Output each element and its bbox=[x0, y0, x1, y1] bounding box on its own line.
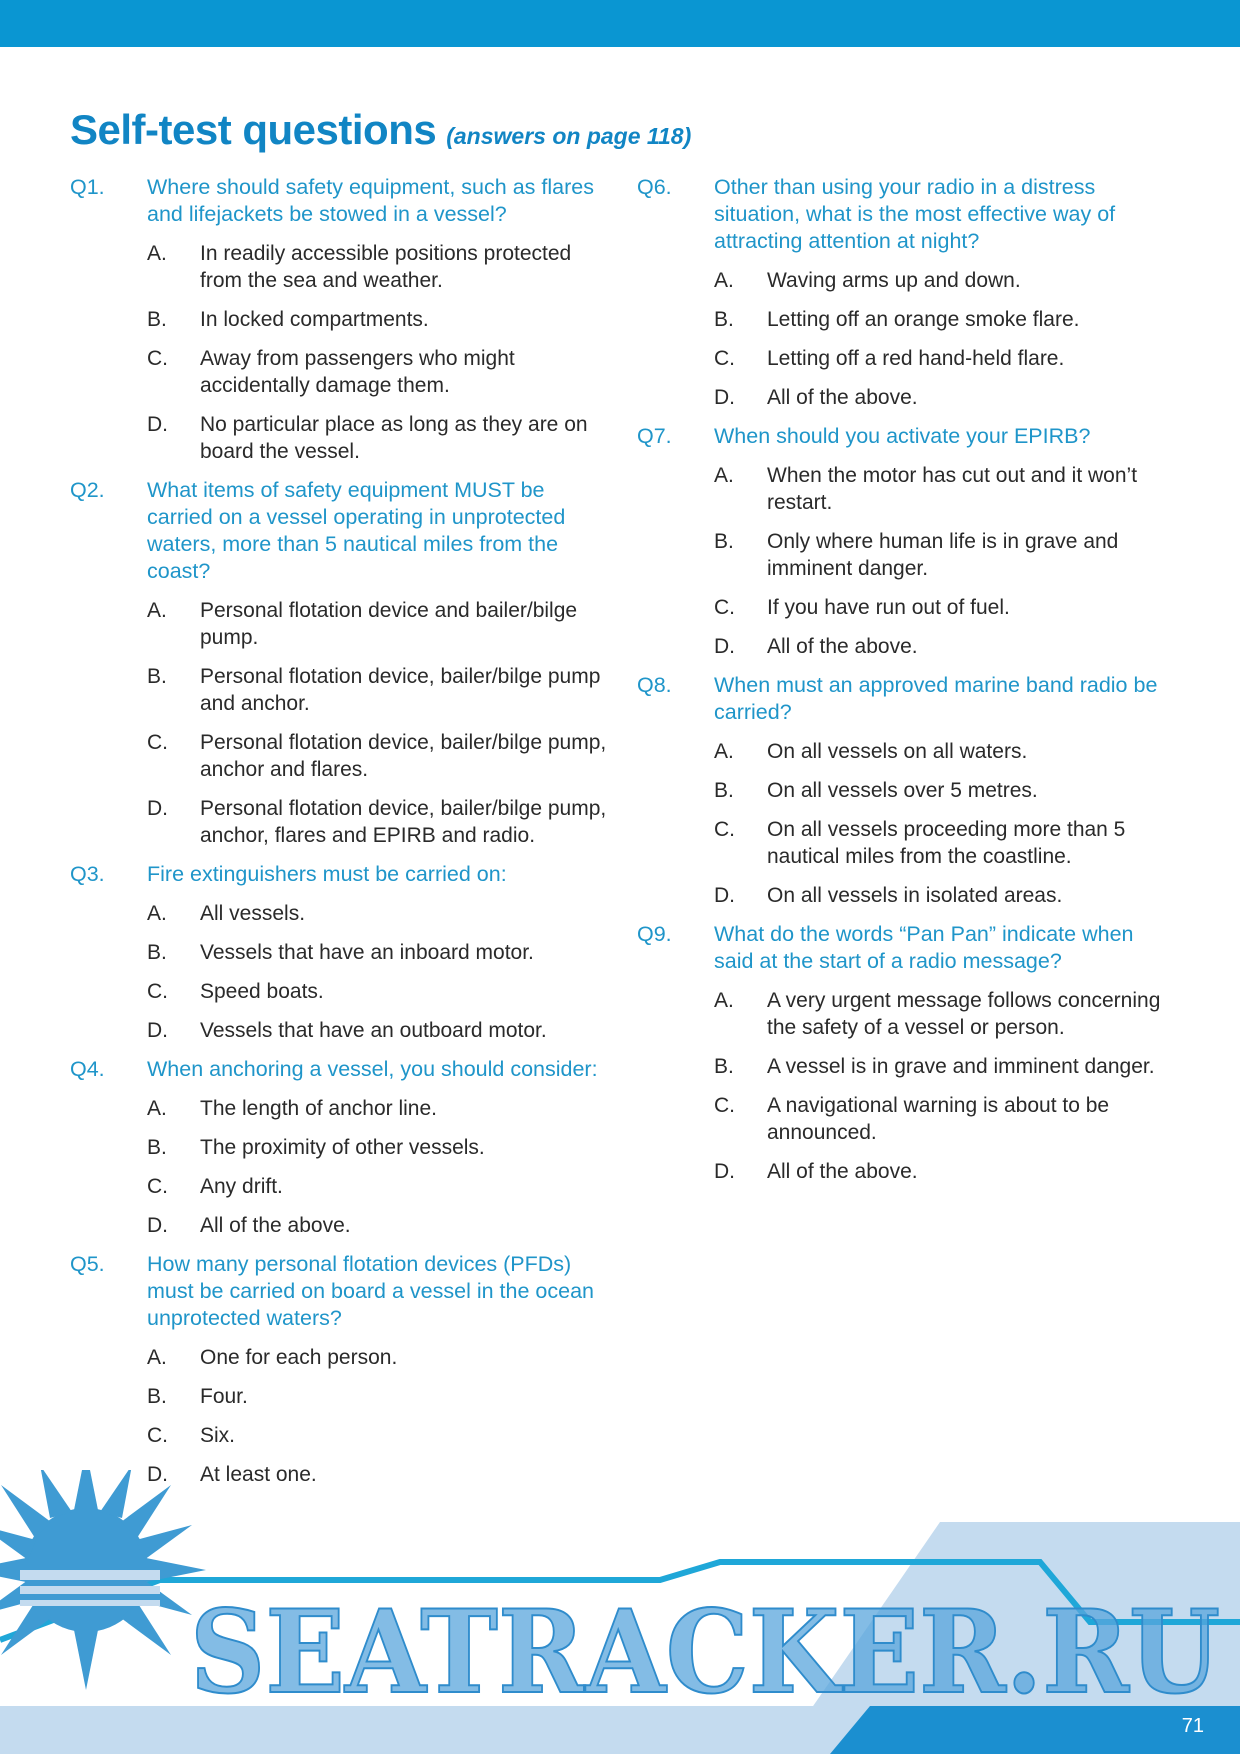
question-number: Q5. bbox=[70, 1252, 105, 1276]
question bbox=[637, 423, 1177, 660]
watermark-text: SEATRACKER.RU bbox=[190, 1585, 1220, 1719]
answer-text: All of the above. bbox=[767, 635, 918, 658]
answer-text: On all vessels in isolated areas. bbox=[767, 884, 1063, 907]
answer-option bbox=[637, 777, 1177, 804]
answer-letter: A. bbox=[714, 989, 734, 1012]
answer-letter: C. bbox=[714, 596, 735, 619]
answer-option bbox=[637, 306, 1177, 333]
answer-text: In readily accessible positions protected from the sea and weather. bbox=[200, 242, 572, 292]
question bbox=[637, 921, 1177, 1185]
answer-option bbox=[70, 939, 610, 966]
answer-letter: D. bbox=[147, 1214, 168, 1237]
answer-text: A vessel is in grave and imminent danger. bbox=[767, 1055, 1155, 1078]
answer-option bbox=[637, 633, 1177, 660]
answer-text: In locked compartments. bbox=[200, 308, 429, 331]
answer-list bbox=[70, 240, 610, 465]
answer-option bbox=[637, 345, 1177, 372]
answer-text: Personal flotation device, bailer/bilge pump, anchor, flares and EPIRB and radio. bbox=[200, 797, 607, 847]
answer-text: If you have run out of fuel. bbox=[767, 596, 1010, 619]
answer-option bbox=[70, 978, 610, 1005]
answer-text: On all vessels on all waters. bbox=[767, 740, 1028, 763]
page-title bbox=[70, 106, 691, 154]
answer-list bbox=[70, 1344, 610, 1488]
answer-text: Personal flotation device, bailer/bilge pump, anchor and flares. bbox=[200, 731, 607, 781]
answer-letter: A. bbox=[714, 740, 734, 763]
answer-text: Six. bbox=[200, 1424, 236, 1447]
answer-list bbox=[70, 900, 610, 1044]
answer-letter: B. bbox=[714, 530, 734, 553]
answer-letter: D. bbox=[714, 386, 735, 409]
answer-text: Away from passengers who might accidentally damage them. bbox=[200, 347, 515, 397]
answer-letter: B. bbox=[714, 1055, 734, 1078]
answer-text: Letting off a red hand-held flare. bbox=[767, 347, 1065, 370]
question-text: When should you activate your EPIRB? bbox=[714, 424, 1091, 448]
answer-letter: C. bbox=[147, 980, 168, 1003]
footer-decoration bbox=[0, 1470, 1240, 1754]
right-column bbox=[637, 174, 1177, 1197]
answer-text: All of the above. bbox=[767, 386, 918, 409]
answer-letter: D. bbox=[714, 635, 735, 658]
answer-text: Personal flotation device and bailer/bilge pump. bbox=[200, 599, 578, 649]
question bbox=[70, 477, 610, 849]
answer-letter: B. bbox=[714, 308, 734, 331]
answer-option bbox=[637, 1053, 1177, 1080]
question-text: Fire extinguishers must be carried on: bbox=[147, 862, 507, 886]
answer-letter: C. bbox=[714, 347, 735, 370]
answer-letter: C. bbox=[714, 1094, 735, 1117]
answer-letter: C. bbox=[147, 347, 168, 370]
answer-option bbox=[637, 267, 1177, 294]
answer-text: All of the above. bbox=[200, 1214, 351, 1237]
answer-letter: A. bbox=[714, 464, 734, 487]
answer-letter: A. bbox=[147, 1346, 167, 1369]
answer-option bbox=[637, 1158, 1177, 1185]
question bbox=[637, 174, 1177, 411]
page-title-text: Self-test questions bbox=[70, 106, 437, 153]
answer-letter: C. bbox=[714, 818, 735, 841]
answer-text: The length of anchor line. bbox=[200, 1097, 437, 1120]
answer-text: Vessels that have an outboard motor. bbox=[200, 1019, 547, 1042]
answer-text: A very urgent message follows concerning the safety of a vessel or person. bbox=[767, 989, 1161, 1039]
answer-text: On all vessels proceeding more than 5 nautical miles from the coastline. bbox=[767, 818, 1126, 868]
answer-text: At least one. bbox=[200, 1463, 317, 1486]
answer-option bbox=[70, 240, 610, 294]
answer-letter: D. bbox=[714, 884, 735, 907]
answer-option bbox=[70, 1134, 610, 1161]
question-number: Q1. bbox=[70, 175, 105, 199]
question-text: How many personal flotation devices (PFDs) must be carried on board a vessel in the ocean unprotected waters? bbox=[147, 1252, 594, 1330]
answer-text: Speed boats. bbox=[200, 980, 324, 1003]
answer-option bbox=[637, 594, 1177, 621]
answer-letter: C. bbox=[147, 1424, 168, 1447]
answer-letter: D. bbox=[147, 1019, 168, 1042]
answer-letter: C. bbox=[147, 1175, 168, 1198]
answer-letter: A. bbox=[147, 242, 167, 265]
answer-text: One for each person. bbox=[200, 1346, 398, 1369]
answer-letter: D. bbox=[147, 1463, 168, 1486]
question-text: What do the words “Pan Pan” indicate when said at the start of a radio message? bbox=[714, 922, 1134, 973]
answer-list bbox=[637, 987, 1177, 1185]
answer-option bbox=[70, 663, 610, 717]
answer-text: Any drift. bbox=[200, 1175, 283, 1198]
answer-option bbox=[70, 597, 610, 651]
answer-option bbox=[70, 795, 610, 849]
answer-option bbox=[70, 1017, 610, 1044]
answer-text: A navigational warning is about to be announced. bbox=[767, 1094, 1110, 1144]
question bbox=[70, 1056, 610, 1239]
answer-letter: C. bbox=[147, 731, 168, 754]
answer-list bbox=[637, 462, 1177, 660]
answer-list bbox=[637, 738, 1177, 909]
top-banner bbox=[0, 0, 1240, 47]
question-number: Q9. bbox=[637, 922, 672, 946]
page-number: 71 bbox=[1181, 1715, 1204, 1737]
question bbox=[637, 672, 1177, 909]
answer-letter: D. bbox=[147, 413, 168, 436]
question-text: When anchoring a vessel, you should consider: bbox=[147, 1057, 598, 1081]
answer-option bbox=[70, 1212, 610, 1239]
answer-text: When the motor has cut out and it won’t restart. bbox=[767, 464, 1138, 514]
question-number: Q2. bbox=[70, 478, 105, 502]
answer-option bbox=[70, 1383, 610, 1410]
answer-letter: B. bbox=[147, 941, 167, 964]
answer-text: On all vessels over 5 metres. bbox=[767, 779, 1038, 802]
answer-option bbox=[637, 462, 1177, 516]
answer-letter: D. bbox=[147, 797, 168, 820]
answer-text: All of the above. bbox=[767, 1160, 918, 1183]
answer-list bbox=[70, 597, 610, 849]
answer-option bbox=[637, 528, 1177, 582]
answer-letter: A. bbox=[147, 902, 167, 925]
answer-list bbox=[70, 1095, 610, 1239]
question-number: Q6. bbox=[637, 175, 672, 199]
answer-letter: A. bbox=[714, 269, 734, 292]
answer-option bbox=[637, 987, 1177, 1041]
answer-option bbox=[637, 1092, 1177, 1146]
page-subtitle: (answers on page 118) bbox=[446, 123, 692, 149]
answer-option bbox=[70, 1422, 610, 1449]
question-number: Q8. bbox=[637, 673, 672, 697]
question-text: Where should safety equipment, such as flares and lifejackets be stowed in a vessel? bbox=[147, 175, 594, 226]
question bbox=[70, 1251, 610, 1488]
answer-option bbox=[70, 729, 610, 783]
answer-option bbox=[70, 900, 610, 927]
answer-letter: B. bbox=[714, 779, 734, 802]
question-text: Other than using your radio in a distress situation, what is the most effective way of attracting attention at night? bbox=[714, 175, 1116, 253]
answer-letter: A. bbox=[147, 599, 167, 622]
answer-option bbox=[70, 1173, 610, 1200]
answer-text: Vessels that have an inboard motor. bbox=[200, 941, 534, 964]
answer-letter: B. bbox=[147, 1385, 167, 1408]
question bbox=[70, 174, 610, 465]
answer-letter: B. bbox=[147, 665, 167, 688]
question-text: When must an approved marine band radio be carried? bbox=[714, 673, 1158, 724]
question-number: Q7. bbox=[637, 424, 672, 448]
question-number: Q4. bbox=[70, 1057, 105, 1081]
answer-option bbox=[70, 306, 610, 333]
answer-option bbox=[70, 411, 610, 465]
answer-option bbox=[70, 1344, 610, 1371]
answer-option bbox=[637, 816, 1177, 870]
answer-option bbox=[637, 738, 1177, 765]
answer-text: All vessels. bbox=[200, 902, 306, 925]
answer-option bbox=[70, 345, 610, 399]
answer-letter: B. bbox=[147, 1136, 167, 1159]
answer-text: Only where human life is in grave and imminent danger. bbox=[767, 530, 1119, 580]
answer-text: No particular place as long as they are on board the vessel. bbox=[200, 413, 588, 463]
answer-text: Waving arms up and down. bbox=[767, 269, 1021, 292]
answer-letter: D. bbox=[714, 1160, 735, 1183]
answer-text: Letting off an orange smoke flare. bbox=[767, 308, 1080, 331]
question-text: What items of safety equipment MUST be carried on a vessel operating in unprotected waters, more than 5 nautical miles from the coast? bbox=[147, 478, 566, 583]
answer-letter: B. bbox=[147, 308, 167, 331]
answer-letter: A. bbox=[147, 1097, 167, 1120]
answer-text: Personal flotation device, bailer/bilge pump and anchor. bbox=[200, 665, 601, 715]
question bbox=[70, 861, 610, 1044]
answer-option bbox=[637, 384, 1177, 411]
left-column bbox=[70, 174, 610, 1500]
answer-option bbox=[70, 1095, 610, 1122]
answer-list bbox=[637, 267, 1177, 411]
question-number: Q3. bbox=[70, 862, 105, 886]
answer-option bbox=[637, 882, 1177, 909]
answer-text: Four. bbox=[200, 1385, 248, 1408]
answer-text: The proximity of other vessels. bbox=[200, 1136, 485, 1159]
